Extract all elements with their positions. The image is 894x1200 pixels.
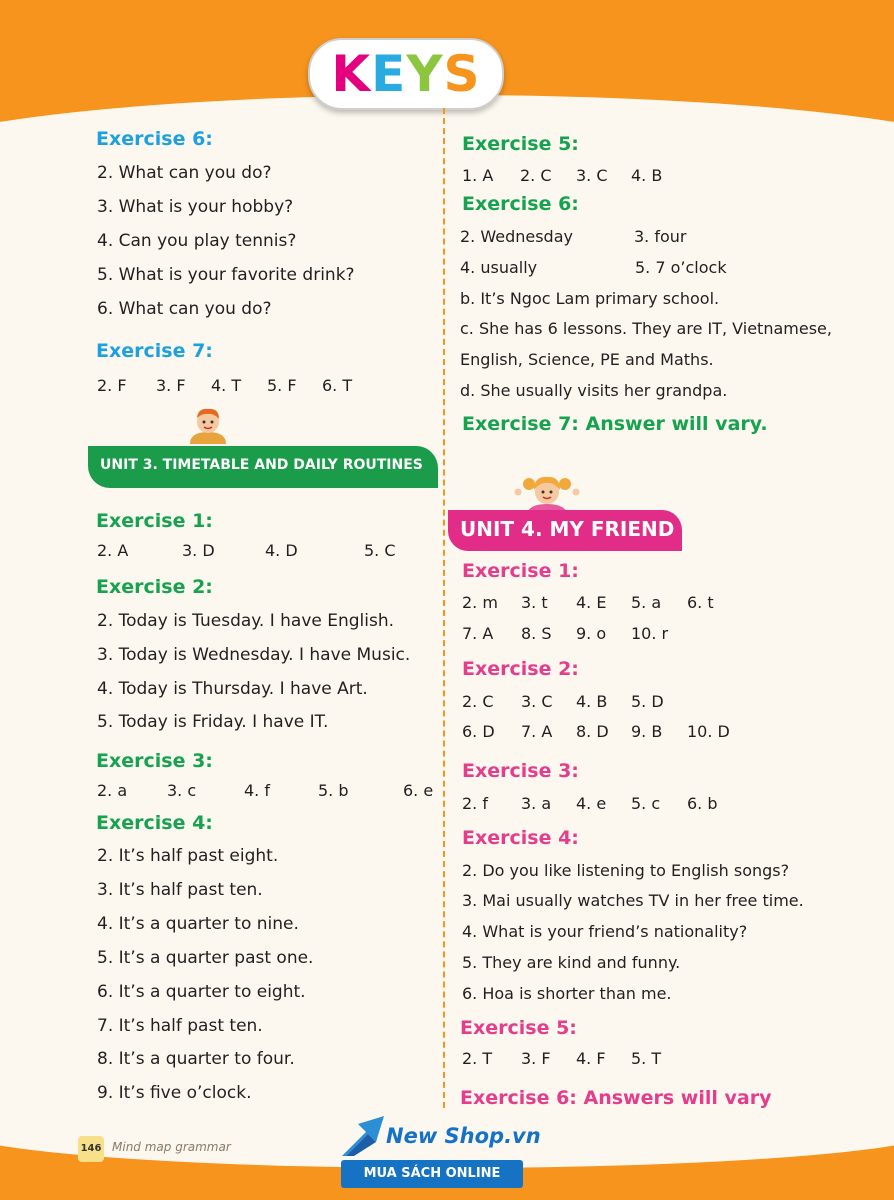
list-item: 6. Hoa is shorter than me. xyxy=(462,984,672,1003)
answer: 7. A xyxy=(521,722,553,741)
answer: 4. E xyxy=(576,593,607,612)
answer: 3. C xyxy=(521,692,553,711)
answer: 3. t xyxy=(521,593,548,612)
exercise-7-right-heading: Exercise 7: Answer will vary. xyxy=(462,413,768,435)
answer: 6. b xyxy=(687,794,718,813)
unit4-exercise-3-heading: Exercise 3: xyxy=(462,760,579,782)
list-item: 3. What is your hobby? xyxy=(97,197,294,217)
answer: 5. a xyxy=(631,593,662,612)
list-item: 3. Today is Wednesday. I have Music. xyxy=(97,645,411,665)
answer: 3. a xyxy=(521,794,552,813)
unit3-exercise-3-heading: Exercise 3: xyxy=(96,750,213,772)
answer: 5. F xyxy=(267,376,297,395)
answer: 6. T xyxy=(322,376,353,395)
list-item: 2. What can you do? xyxy=(97,163,272,183)
answer: 9. B xyxy=(631,722,663,741)
list-item: 4. It’s a quarter to nine. xyxy=(97,914,299,934)
unit4-exercise-1-heading: Exercise 1: xyxy=(462,560,579,582)
newshop-brand[interactable]: New Shop.vn xyxy=(386,1124,541,1148)
answer: 2. A xyxy=(97,541,129,560)
answer: 3. four xyxy=(634,227,687,246)
list-item: 4. Can you play tennis? xyxy=(97,231,297,251)
answer: 2. a xyxy=(97,781,128,800)
answer: 1. A xyxy=(462,166,494,185)
list-item: 5. Today is Friday. I have IT. xyxy=(97,712,329,732)
unit3-exercise-2-heading: Exercise 2: xyxy=(96,576,213,598)
unit4-exercise-6-heading: Exercise 6: Answers will vary xyxy=(460,1087,772,1109)
unit4-exercise-2-heading: Exercise 2: xyxy=(462,658,579,680)
unit-4-title: UNIT 4. MY FRIEND xyxy=(460,517,675,541)
list-item: b. It’s Ngoc Lam primary school. xyxy=(460,289,720,308)
list-item: 2. It’s half past eight. xyxy=(97,846,279,866)
answer: 8. S xyxy=(521,624,552,643)
list-item: 3. Mai usually watches TV in her free time. xyxy=(462,891,804,910)
exercise-6-right-heading: Exercise 6: xyxy=(462,193,579,215)
newshop-tagline: MUA SÁCH ONLINE xyxy=(363,1166,501,1181)
newshop-logo-icon xyxy=(340,1114,386,1158)
answer: 4. f xyxy=(244,781,270,800)
keys-letter-k: K xyxy=(331,45,372,103)
list-item: 9. It’s five o’clock. xyxy=(97,1083,252,1103)
unit4-exercise-5-heading: Exercise 5: xyxy=(460,1017,577,1039)
answer: 5. c xyxy=(631,794,661,813)
list-item: 5. It’s a quarter past one. xyxy=(97,948,314,968)
answer: 10. r xyxy=(631,624,669,643)
list-item: 6. What can you do? xyxy=(97,299,272,319)
answer: 2. F xyxy=(97,376,127,395)
unit-3-banner xyxy=(88,446,438,488)
answer: 8. D xyxy=(576,722,609,741)
unit4-exercise-4-heading: Exercise 4: xyxy=(462,827,579,849)
answer: 5. C xyxy=(364,541,396,560)
keys-title-badge xyxy=(308,38,504,110)
answer: 3. D xyxy=(182,541,215,560)
answer: 4. B xyxy=(576,692,608,711)
list-item: 3. It’s half past ten. xyxy=(97,880,263,900)
answer: 9. o xyxy=(576,624,607,643)
unit-4-banner xyxy=(448,510,682,551)
answer: 5. 7 o’clock xyxy=(635,258,727,277)
answer: 6. D xyxy=(462,722,495,741)
list-item: d. She usually visits her grandpa. xyxy=(460,381,728,400)
list-item: 4. What is your friend’s nationality? xyxy=(462,922,748,941)
answer: 3. F xyxy=(521,1049,551,1068)
answer: 4. F xyxy=(576,1049,606,1068)
keys-letter-y: Y xyxy=(406,45,444,103)
answer: 2. T xyxy=(462,1049,493,1068)
list-item: 8. It’s a quarter to four. xyxy=(97,1049,295,1069)
page-number: 146 xyxy=(78,1136,104,1162)
answer: 5. T xyxy=(631,1049,662,1068)
list-item: 2. Today is Tuesday. I have English. xyxy=(97,611,395,631)
keys-letter-e: E xyxy=(371,45,407,103)
list-item: 2. Do you like listening to English songs? xyxy=(462,861,790,880)
answer: 6. e xyxy=(403,781,434,800)
exercise-6-heading: Exercise 6: xyxy=(96,128,213,150)
answer: 6. t xyxy=(687,593,714,612)
unit3-exercise-4-heading: Exercise 4: xyxy=(96,812,213,834)
list-item: 6. It’s a quarter to eight. xyxy=(97,982,306,1002)
answer: 4. B xyxy=(631,166,663,185)
exercise-7-heading: Exercise 7: xyxy=(96,340,213,362)
boy-illustration xyxy=(186,404,230,450)
answer: 4. T xyxy=(211,376,242,395)
newshop-tagline-bar[interactable] xyxy=(341,1160,523,1188)
answer: 4. usually xyxy=(460,258,538,277)
answer: 10. D xyxy=(687,722,730,741)
list-item: 5. What is your favorite drink? xyxy=(97,265,355,285)
list-item: c. She has 6 lessons. They are IT, Vietnamese, xyxy=(460,319,832,338)
answer: 2. f xyxy=(462,794,488,813)
book-title: Mind map grammar xyxy=(112,1140,231,1154)
answer: 4. e xyxy=(576,794,607,813)
keys-letter-s: S xyxy=(443,45,481,103)
answer: 7. A xyxy=(462,624,494,643)
unit-3-title: UNIT 3. TIMETABLE AND DAILY ROUTINES xyxy=(100,457,423,473)
answer: 2. m xyxy=(462,593,498,612)
answer: 2. C xyxy=(462,692,494,711)
answer: 3. C xyxy=(576,166,608,185)
answer: 3. F xyxy=(156,376,186,395)
list-item: English, Science, PE and Maths. xyxy=(460,350,714,369)
answer: 3. c xyxy=(167,781,197,800)
answer: 5. b xyxy=(318,781,349,800)
list-item: 5. They are kind and funny. xyxy=(462,953,681,972)
list-item: 4. Today is Thursday. I have Art. xyxy=(97,679,368,699)
unit3-exercise-1-heading: Exercise 1: xyxy=(96,510,213,532)
list-item: 7. It’s half past ten. xyxy=(97,1016,263,1036)
answer: 2. C xyxy=(520,166,552,185)
answer: 2. Wednesday xyxy=(460,227,573,246)
exercise-5-heading: Exercise 5: xyxy=(462,133,579,155)
answer: 5. D xyxy=(631,692,664,711)
answer: 4. D xyxy=(265,541,298,560)
column-divider xyxy=(443,108,445,1108)
